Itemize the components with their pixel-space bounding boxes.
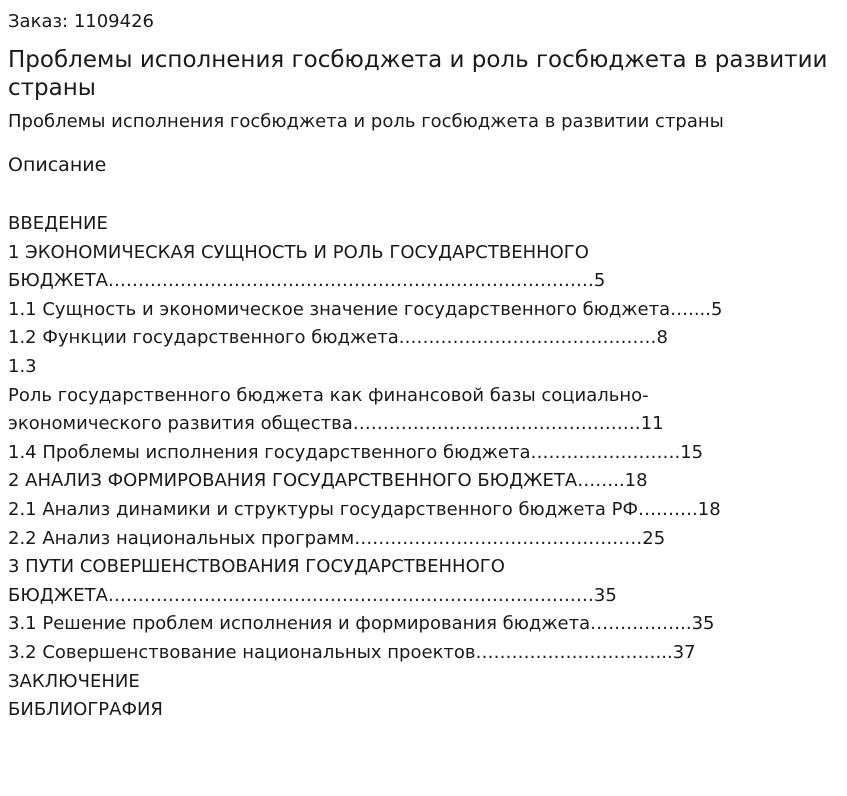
toc-line: 3.2 Совершенствование национальных проектов…………………………...37 [8, 641, 696, 663]
toc-line: ВВЕДЕНИЕ [8, 213, 108, 234]
toc-line: 1.4 Проблемы исполнения государственного бюджета…………………….15 [8, 441, 704, 463]
page-subtitle: Проблемы исполнения госбюджета и роль госбюджета в развитии страны [8, 111, 724, 132]
toc-line: БЮДЖЕТА………………………………………………………………………35 [8, 584, 617, 606]
toc-line: 3.1 Решение проблем исполнения и формирования бюджета……………..35 [8, 613, 715, 635]
toc-line: 1.2 Функции государственного бюджета.……………………………………8 [8, 327, 668, 349]
description-heading: Описание [8, 154, 107, 176]
toc-line: ЗАКЛЮЧЕНИЕ [8, 670, 140, 692]
toc-line: БЮДЖЕТА………………………………………………………………………5 [8, 270, 606, 292]
toc-line: 1 ЭКОНОМИЧЕСКАЯ СУЩНОСТЬ И РОЛЬ ГОСУДАРСТВЕННОГО [8, 241, 589, 263]
toc-line: 3 ПУТИ СОВЕРШЕНСТВОВАНИЯ ГОСУДАРСТВЕННОГО [8, 556, 505, 578]
toc-line: 1.1 Сущность и экономическое значение государственного бюджета…....5 [8, 298, 723, 320]
toc-line: БИБЛИОГРАФИЯ [8, 699, 163, 721]
page-title: Проблемы исполнения госбюджета и роль госбюджета в развитии страны [8, 47, 828, 101]
toc-line: экономического развития общества…………………………………………11 [8, 413, 664, 435]
toc-line: 2 АНАЛИЗ ФОРМИРОВАНИЯ ГОСУДАРСТВЕННОГО БЮДЖЕТА……..18 [8, 470, 648, 492]
toc-line: 2.1 Анализ динамики и структуры государственного бюджета РФ……….18 [8, 498, 721, 520]
toc-line: 1.3 [8, 355, 37, 377]
table-of-contents [8, 210, 839, 725]
order-number: Заказ: 1109426 [8, 11, 154, 32]
toc-line: Роль государственного бюджета как финансовой базы социально- [8, 384, 649, 406]
toc-line: 2.2 Анализ национальных программ…………………………………………25 [8, 527, 666, 549]
